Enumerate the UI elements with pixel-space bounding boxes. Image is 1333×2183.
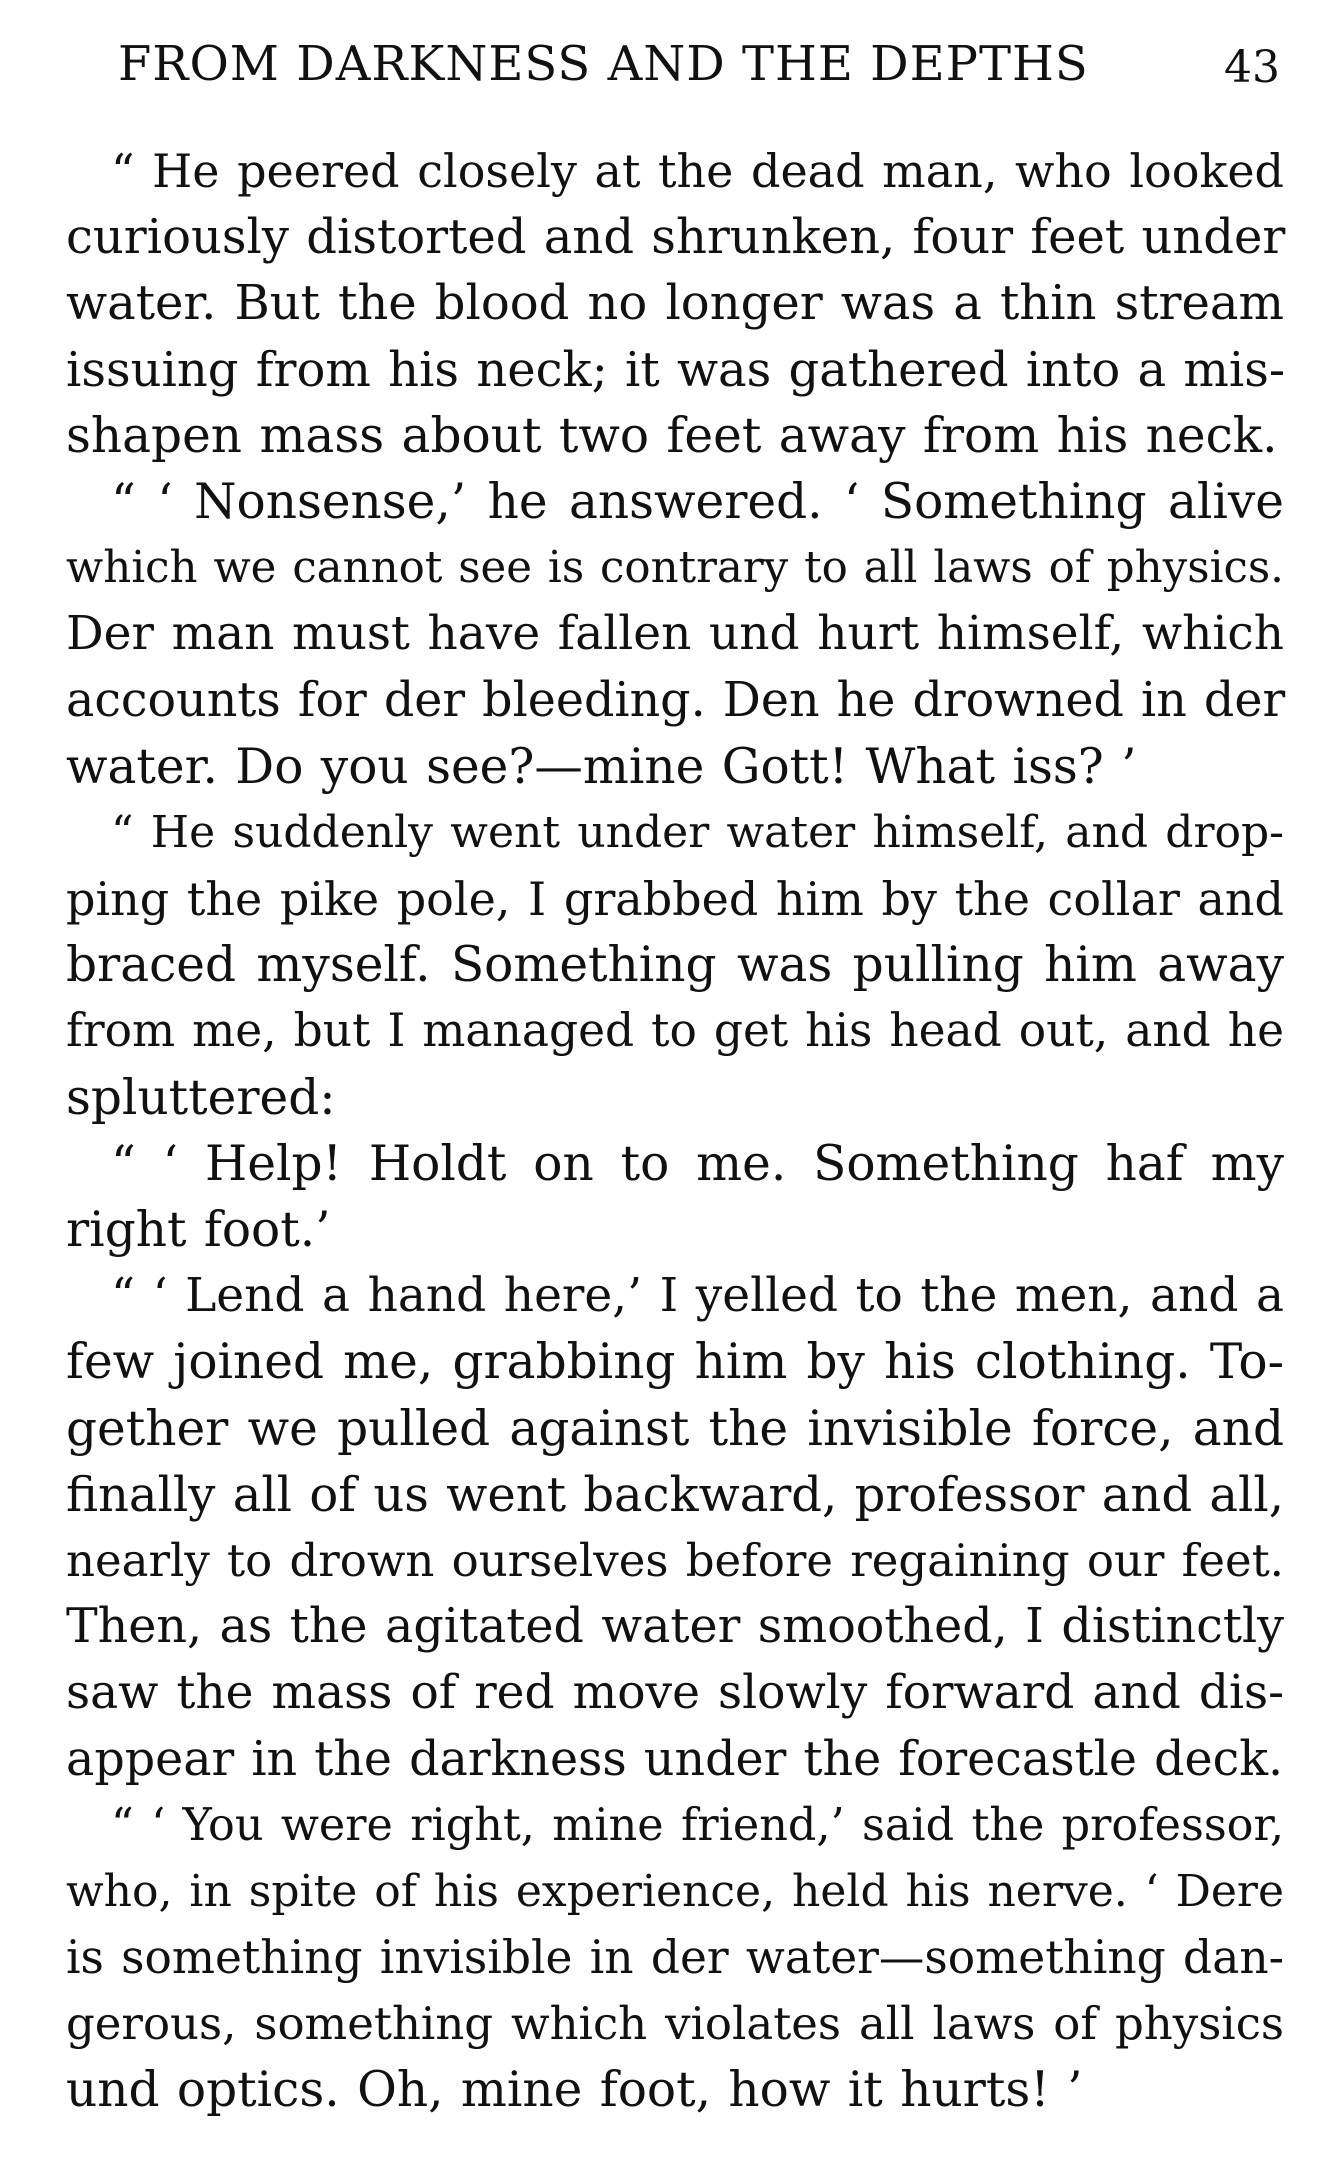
text-line: “ ‘ Nonsense,’ he answered. ‘ Something alive (111, 473, 1284, 530)
text-line: “ He suddenly went under water himself, and drop- (111, 806, 1284, 858)
text-line: is something invisible in der water—something dan- (66, 1931, 1284, 1985)
text-line: curiously distorted and shrunken, four feet under (66, 209, 1286, 266)
text-line: “ He peered closely at the dead man, who looked (111, 144, 1284, 198)
text-line: who, in spite of his experience, held his nerve. ‘ Dere (66, 1865, 1284, 1917)
text-line: und optics. Oh, mine foot, how it hurts! ’ (66, 2062, 1083, 2119)
running-title: FROM DARKNESS AND THE DEPTHS (118, 36, 1089, 92)
text-line: ping the pike pole, I grabbed him by the collar and (66, 872, 1284, 927)
text-line: appear in the darkness under the forecastle deck. (66, 1731, 1284, 1787)
text-line: “ ‘ Lend a hand here,’ I yelled to the men, and a (111, 1268, 1284, 1324)
text-line: which we cannot see is contrary to all laws of physics. (66, 543, 1284, 594)
text-line: shapen mass about two feet away from his neck. (66, 407, 1278, 464)
text-line: “ ‘ Help! Holdt on to me. Something haf my (111, 1135, 1284, 1192)
text-line: finally all of us went backward, professor and all, (66, 1466, 1284, 1523)
text-line: accounts for der bleeding. Den he drowned in der (66, 672, 1286, 728)
text-line: few joined me, grabbing him by his clothing. To- (66, 1334, 1284, 1391)
text-line: Der man must have fallen und hurt himself, which (66, 606, 1284, 662)
text-line: braced myself. Something was pulling him away (66, 937, 1284, 994)
page-header (68, 36, 1288, 106)
text-line: saw the mass of red move slowly forward and dis- (66, 1665, 1284, 1721)
text-line: spluttered: (66, 1069, 336, 1126)
text-line: gerous, something which violates all laws of physics (66, 1997, 1284, 2051)
text-line: Then, as the agitated water smoothed, I distinctly (66, 1599, 1284, 1655)
text-line: from me, but I managed to get his head out, and he (66, 1004, 1284, 1058)
text-line: water. Do you see?—mine Gott! What iss? ’ (66, 738, 1137, 795)
page-number: 43 (1224, 42, 1280, 93)
body-text (66, 138, 1284, 2124)
text-line: gether we pulled against the invisible force, and (66, 1400, 1284, 1457)
text-line: issuing from his neck; it was gathered into a mis- (66, 341, 1286, 398)
text-line: “ ‘ You were right, mine friend,’ said the professor, (111, 1799, 1284, 1851)
text-line: nearly to drown ourselves before regaining our feet. (66, 1533, 1284, 1587)
text-line: right foot.’ (66, 1202, 331, 1258)
text-line: water. But the blood no longer was a thin stream (66, 275, 1284, 332)
